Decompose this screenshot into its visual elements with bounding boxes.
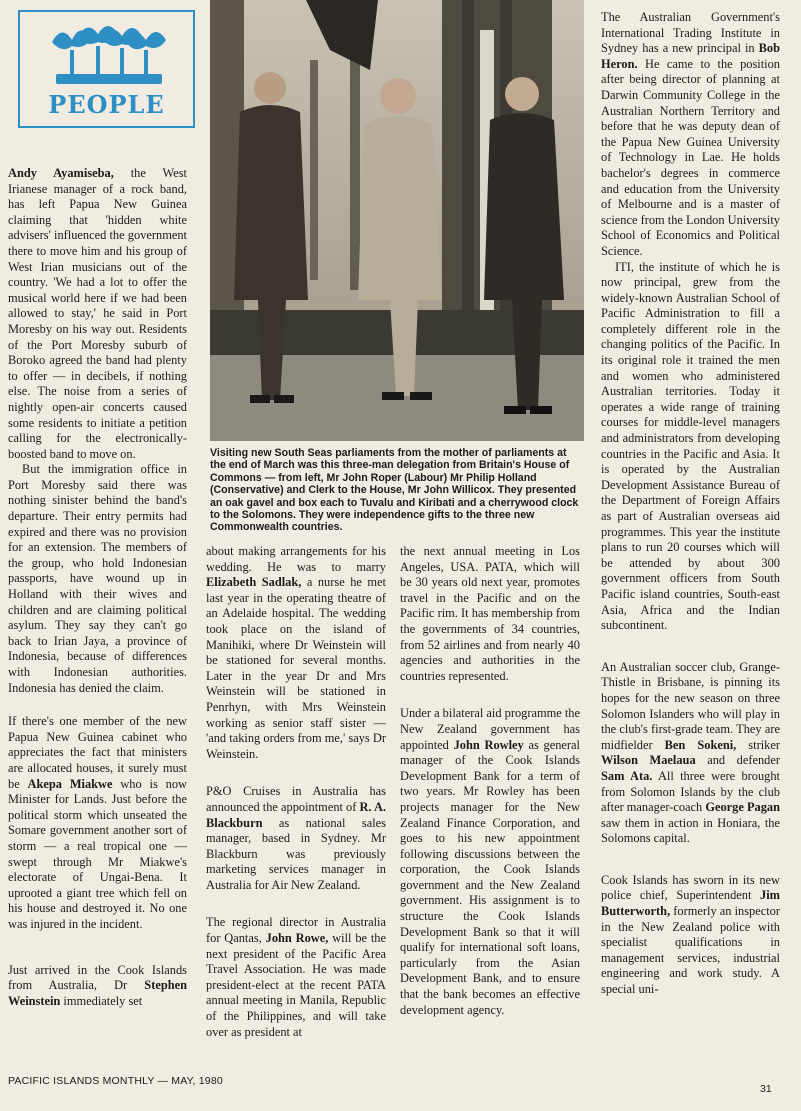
article-paragraph: ITI, the institute of which he is now principal, grew from the widely-known Australian School of Pacific Administration to fill a completely different role in the changing politics of the Pacific. In its original role it trained the men and women who administered Australian territories. Today it operates a wide range of training courses for middle-level managers and administrators from developing countries in the Pacific and Asia. It is operated by the Australian Development Assistance Bureau of the Department of Foreign Affairs as part of Australian overseas aid programmes. This year the institute plans to run 20 courses which will be attended by about 300 government officers from South Pacific island countries, South-east Asia, Africa and the Indian subcontinent. — [601, 259, 780, 633]
article-column-4 — [601, 10, 780, 998]
section-logo — [18, 10, 195, 128]
person-name: John Rowe, — [265, 931, 329, 946]
person-name: Sam Ata. — [601, 768, 653, 783]
article-paragraph: P&O Cruises in Australia has announced the appointment of R. A. Blackburn as national sales manager, based in Sydney. Mr Blackburn was previously marketing services manager in Australia for Air New Zealand. — [206, 784, 386, 892]
article-paragraph: Cook Islands has sworn in its new police chief, Superintendent Jim Butterworth, formerly an inspector in the New Zealand police with specialist qualifications in management services, industrial engineering and work study. A special uni- — [601, 872, 780, 997]
person-name: Ben Sokeni, — [664, 737, 737, 752]
person-name: George Pagan — [705, 800, 781, 815]
person-name: Andy Ayamiseba, — [8, 166, 114, 180]
person-name: Akepa Miakwe — [27, 776, 113, 791]
person-name: John Rowley — [453, 737, 524, 752]
person-name: Stephen Weinstein — [8, 978, 187, 1008]
person-name: Elizabeth Sadlak, — [206, 575, 302, 590]
article-paragraph: about making arrangements for his wedding. He was to marry Elizabeth Sadlak, a nurse he met last year in the operating theatre of an Adelaide hospital. The wedding took place on the island of Manihiki, where Dr Weinstein will be stationed for several months. Later in the year Dr and Mrs Weinstein will be stationed in Penrhyn, with Mrs Weinstein working as senior staff sister — 'and taking orders from me,' says Dr Weinstein. — [206, 544, 386, 761]
article-paragraph: The regional director in Australia for Qantas, John Rowe, will be the next president of the Pacific Area Travel Association. He was made president-elect at the recent PATA annual meeting in Manila, Republic of the Philippines, and will take over as president at — [206, 915, 386, 1039]
article-paragraph: the next annual meeting in Los Angeles, USA. PATA, which will be 30 years old next year, promotes travel in the Pacific and on the Pacific rim. It has membership from the governments of 34 countries, from 52 airlines and from nearly 40 agencies and authorities in the countries represented. — [400, 544, 580, 683]
photo-caption: Visiting new South Seas parliaments from the mother of parliaments at the end of March was this three-man delegation from Britain's House of Commons — from left, Mr John Roper (Labour) Mr Philip Holland (Conservative) and Clerk to the House, Mr John Willicox. They presented an oak gavel and box each to Tuvalu and Kiribati and a cherrywood clock to the Solomons. They were independence gifts to the three new Commonwealth countries. — [210, 447, 579, 534]
person-name: Jim Butterworth, — [601, 888, 780, 919]
article-paragraph: Under a bilateral aid programme the New Zealand government has appointed John Rowley as general manager of the Cook Islands Development Bank for a term of two years. Mr Rowley has been projects manager for the New Zealand Finance Corporation, and goes to his new appointment following discussions between the corporation, the Cook Islands government and the New Zealand government. His assignment is to structure the Cook Islands Development Bank so that it will qualify for international soft loans, particularly from the Asian Development Bank, and to ensure that the bank becomes an effective development agency. — [400, 706, 580, 1017]
article-paragraph: If there's one member of the new Papua New Guinea cabinet who appreciates the fact that ministers are allocated houses, it surely must be Akepa Miakwe who is now Minister for Lands. Just before the political storm which unseated the Somare government another sort of storm — a real tropical one — swept through Mr Miakwe's electorate of Ungai-Bena. It uprooted a giant tree which fell on his house and destroyed it. No one was injured in the incident. — [8, 714, 187, 931]
article-column-2 — [206, 544, 386, 1040]
publication-footer: PACIFIC ISLANDS MONTHLY — MAY, 1980 — [8, 1075, 223, 1087]
section-title: PEOPLE — [48, 90, 165, 119]
article-paragraph: But the immigration office in Port Moresby said there was nothing sinister behind the band's departure. Their entry permits had expired and there was no provision for an extension. The members of the group, who hold Indonesian passports, have wound up in Holland with their wives and children and are claiming political asylum. They say they can't go back to Irian Jaya, a province of Indonesia, because of differences with Indonesian authorities. Indonesia has denied the claim. — [8, 462, 187, 695]
article-paragraph: An Australian soccer club, Grange-Thistle in Brisbane, is pinning its hopes for the new season on three Solomon Islanders who will play in the club's first-grade team. They are midfielder Ben Sokeni, striker Wilson Maelaua and defender Sam Ata. All three were brought from Solomon Islands by the club after manager-coach George Pagan saw them in action in Honiara, the Solomons capital. — [601, 659, 781, 846]
article-paragraph: Andy Ayamiseba, the West Irianese manager of a rock band, has left Papua New Guinea claiming that 'hidden white advisers' influenced the government there to move him and his group of West Irian musicians out of the country. 'We had a lot to offer the musical world here if we had been allowed to stay,' he said in Port Moresby on his way out. Residents of the Port Moresby suburb of Boroko agreed the band had plenty to offer — in decibels, if nothing else. The noise from a series of nightly open-air concerts caused some residents to initiate a petition calling for the electronically-boosted band to move on. — [8, 166, 187, 461]
delegation-photo — [210, 0, 584, 441]
person-name: R. A. Blackburn — [206, 799, 386, 830]
person-name: Wilson Maelaua — [601, 753, 696, 768]
palm-trees-icon — [50, 20, 168, 86]
person-name: Bob Heron. — [601, 41, 780, 71]
article-paragraph: The Australian Government's International Trading Institute in Sydney has a new principal in Bob Heron. He came to the position after being director of planning at Darwin Community College in the Australian Northern Territory and before that he was deputy dean of the Papua New Guinea University of Technology in Lae. He holds bachelor's degrees in commerce and education from the University of Melbourne and is a master of science from the London University School of Economics and Political Science. — [601, 10, 780, 258]
article-column-1 — [8, 166, 187, 1009]
page-number: 31 — [760, 1083, 772, 1095]
article-paragraph: Just arrived in the Cook Islands from Australia, Dr Stephen Weinstein immediately set — [8, 962, 187, 1008]
article-column-3 — [400, 544, 580, 1018]
